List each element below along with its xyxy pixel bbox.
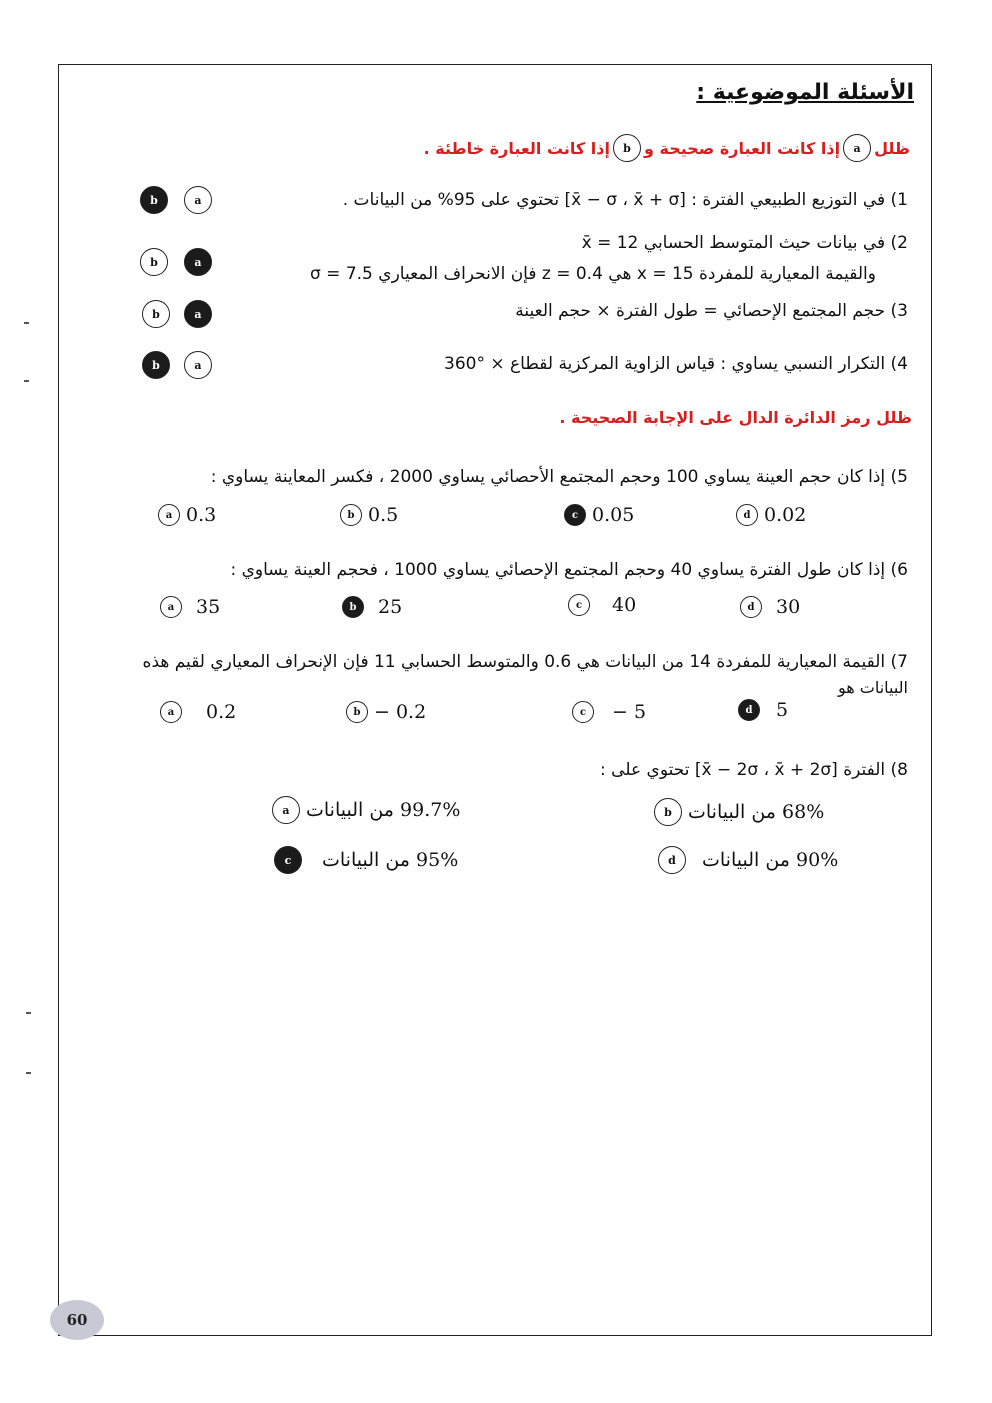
tf4-option-a[interactable]: a <box>184 351 212 379</box>
tf1-option-b[interactable]: b <box>140 186 168 214</box>
margin-speck <box>24 322 29 324</box>
tf-instruction <box>424 134 910 162</box>
q7-value-d: 5 <box>776 699 789 721</box>
q7-value-c: − 5 <box>612 701 647 723</box>
tf2-option-a[interactable]: a <box>184 248 212 276</box>
q5-circle-d[interactable]: d <box>736 504 758 526</box>
margin-speck <box>26 1012 31 1014</box>
q8-option-b[interactable] <box>654 798 824 826</box>
tf-instr-part1: ظلل <box>874 138 910 158</box>
q8-option-a[interactable] <box>272 796 460 824</box>
tf1-option-a[interactable]: a <box>184 186 212 214</box>
q7-option-a[interactable] <box>160 701 236 723</box>
q8-value-d: 90% من البيانات <box>702 849 839 871</box>
tf4-option-b[interactable]: b <box>142 351 170 379</box>
q5-option-b[interactable] <box>340 504 398 526</box>
q7-circle-b[interactable]: b <box>346 701 368 723</box>
tf3-option-a[interactable]: a <box>184 300 212 328</box>
mc-question-5: 5) إذا كان حجم العينة يساوي 100 وحجم المجتمع الأحصائي يساوي 2000 ، فكسر المعاينة يساوي : <box>210 467 908 487</box>
margin-speck <box>24 380 29 382</box>
tf2-option-b[interactable]: b <box>140 248 168 276</box>
section-title: الأسئلة الموضوعية : <box>696 80 914 105</box>
q5-option-a[interactable] <box>158 504 216 526</box>
tf-question-3: 3) حجم المجتمع الإحصائي = طول الفترة × حجم العينة <box>515 301 908 321</box>
q8-circle-a[interactable]: a <box>272 796 300 824</box>
tf-question-2: 2) في بيانات حيث المتوسط الحسابي x̄ = 12 <box>581 233 908 253</box>
q5-value-d: 0.02 <box>764 504 807 526</box>
q8-option-d[interactable] <box>658 846 838 874</box>
q7-option-d[interactable] <box>738 699 788 721</box>
tf-question-1: 1) في التوزيع الطبيعي الفترة : [x̄ − σ ، x̄ + σ] تحتوي على 95% من البيانات . <box>342 190 908 210</box>
q7-circle-d[interactable]: d <box>738 699 760 721</box>
q7-value-a: 0.2 <box>206 701 237 723</box>
q8-value-b: 68% من البيانات <box>688 801 825 823</box>
mc-question-8: 8) الفترة [x̄ − 2σ ، x̄ + 2σ] تحتوي على : <box>600 760 908 780</box>
q8-option-c[interactable] <box>274 846 458 874</box>
q6-option-b[interactable] <box>342 596 402 618</box>
tf-instr-part2: إذا كانت العبارة صحيحة و <box>643 138 841 158</box>
q8-circle-b[interactable]: b <box>654 798 682 826</box>
q7-option-b[interactable] <box>346 701 426 723</box>
q5-circle-a[interactable]: a <box>158 504 180 526</box>
q7-circle-a[interactable]: a <box>160 701 182 723</box>
q8-circle-c[interactable]: c <box>274 846 302 874</box>
mc-instruction: ظلل رمز الدائرة الدال على الإجابة الصحيحة . <box>559 408 912 427</box>
tf-instr-circle-b: b <box>613 134 641 162</box>
mc-question-7-line2: البيانات هو <box>837 678 908 697</box>
mc-question-6: 6) إذا كان طول الفترة يساوي 40 وحجم المجتمع الإحصائي يساوي 1000 ، فحجم العينة يساوي : <box>230 560 908 580</box>
q6-circle-a[interactable]: a <box>160 596 182 618</box>
q6-option-a[interactable] <box>160 596 220 618</box>
q7-option-c[interactable] <box>572 701 646 723</box>
q5-value-c: 0.05 <box>592 504 635 526</box>
q5-value-a: 0.3 <box>186 504 217 526</box>
q6-circle-d[interactable]: d <box>740 596 762 618</box>
q6-value-a: 35 <box>196 596 221 618</box>
tf-instr-part3: إذا كانت العبارة خاطئة . <box>423 138 610 158</box>
margin-speck <box>26 1072 31 1074</box>
q6-circle-c[interactable]: c <box>568 594 590 616</box>
q7-value-b: − 0.2 <box>374 701 427 723</box>
q6-value-b: 25 <box>378 596 403 618</box>
q8-circle-d[interactable]: d <box>658 846 686 874</box>
q5-circle-c[interactable]: c <box>564 504 586 526</box>
q6-option-c[interactable] <box>568 594 636 616</box>
tf-instr-circle-a: a <box>843 134 871 162</box>
page-number: 60 <box>50 1300 104 1340</box>
tf-question-2-line2: والقيمة المعيارية للمفردة x = 15 هي z = 0.4 فإن الانحراف المعياري σ = 7.5 <box>310 264 876 284</box>
q5-option-c[interactable] <box>564 504 634 526</box>
q6-value-d: 30 <box>776 596 801 618</box>
tf3-option-b[interactable]: b <box>142 300 170 328</box>
q7-circle-c[interactable]: c <box>572 701 594 723</box>
q5-value-b: 0.5 <box>368 504 399 526</box>
q6-circle-b[interactable]: b <box>342 596 364 618</box>
tf-question-4: 4) التكرار النسبي يساوي : قياس الزاوية المركزية لقطاع × °360 <box>444 354 908 374</box>
mc-question-7: 7) القيمة المعيارية للمفردة 14 من البيانات هي 0.6 والمتوسط الحسابي 11 فإن الإنحراف المعياري لقيم هذه <box>142 652 908 672</box>
q8-value-c: 95% من البيانات <box>322 849 459 871</box>
q6-option-d[interactable] <box>740 596 800 618</box>
q5-circle-b[interactable]: b <box>340 504 362 526</box>
q6-value-c: 40 <box>612 594 637 616</box>
q8-value-a: 99.7% من البيانات <box>306 799 461 821</box>
q5-option-d[interactable] <box>736 504 806 526</box>
